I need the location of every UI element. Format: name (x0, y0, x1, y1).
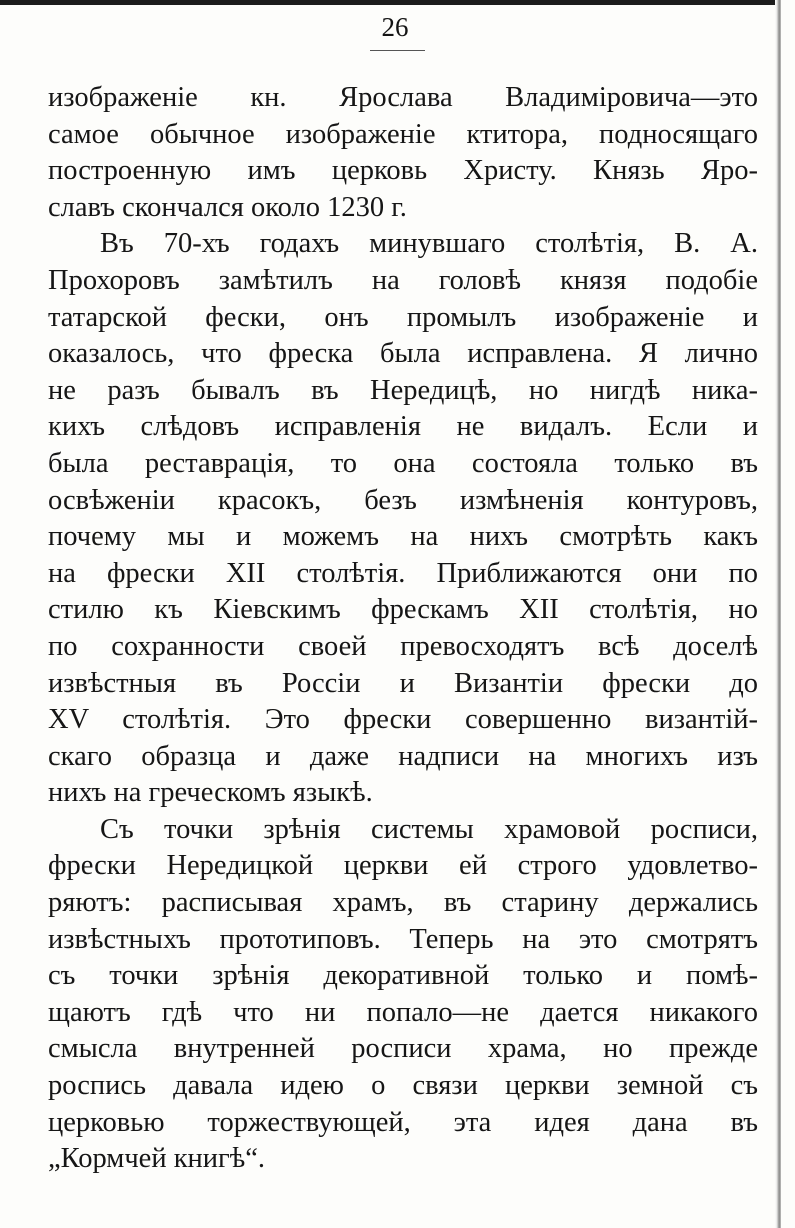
text-line: построенную имъ церковь Христу. Князь Яро- (48, 155, 758, 187)
text-line: ряютъ: расписывая храмъ, въ старину держались (48, 887, 758, 919)
page-top-edge (0, 0, 775, 5)
text-line: смысла внутренней росписи храма, но прежде (48, 1033, 758, 1065)
text-line: не разъ бывалъ въ Нередицѣ, но нигдѣ ника- (48, 374, 758, 406)
text-line: фрески Нередицкой церкви ей строго удовлетво- (48, 850, 758, 882)
text-line: XV столѣтія. Это фрески совершенно византій- (48, 704, 758, 736)
text-line: нихъ на греческомъ языкѣ. (48, 777, 373, 809)
text-line: скаго образца и даже надписи на многихъ изъ (48, 740, 758, 772)
text-line: татарской фески, онъ промылъ изображеніе и (48, 301, 758, 333)
text-line: извѣстныхъ прототиповъ. Теперь на это смотрятъ (48, 923, 758, 955)
text-line: Прохоровъ замѣтилъ на головѣ князя подобіе (48, 264, 758, 296)
text-line: церковью торжествующей, эта идея дана въ (48, 1106, 758, 1138)
page-number: 26 (381, 12, 409, 42)
text-line: изображеніе кн. Ярослава Владиміровича—это (48, 82, 758, 113)
text-line: роспись давала идею о связи церкви земной съ (48, 1070, 758, 1102)
text-line: „Кормчей книгѣ“. (48, 1143, 265, 1175)
paragraph-first-line: Съ точки зрѣнія системы храмовой росписи, (100, 813, 758, 845)
text-line: самое обычное изображеніе ктитора, подносящаго (48, 118, 758, 150)
page-right-edge-shadow (775, 0, 781, 1228)
text-line: была реставрація, то она состояла только въ (48, 447, 758, 479)
text-line: извѣстныя въ Россіи и Византіи фрески до (48, 667, 758, 699)
text-line: на фрески XII столѣтія. Приближаются они по (48, 557, 758, 589)
text-line: славъ скончался около 1230 г. (48, 191, 407, 223)
text-line: кихъ слѣдовъ исправленія не видалъ. Если и (48, 411, 758, 443)
body-text (48, 80, 758, 1178)
paragraph-first-line: Въ 70-хъ годахъ минувшаго столѣтія, В. А. (100, 228, 758, 260)
text-line: почему мы и можемъ на нихъ смотрѣть какъ (48, 521, 758, 553)
text-line: оказалось, что фреска была исправлена. Я лично (48, 338, 758, 370)
text-line: освѣженіи красокъ, безъ измѣненія контуровъ, (48, 484, 758, 516)
text-line: съ точки зрѣнія декоративной только и помѣ- (48, 960, 758, 992)
text-line: по сохранности своей превосходятъ всѣ доселѣ (48, 630, 758, 662)
text-line: щаютъ гдѣ что ни попало—не дается никакого (48, 996, 758, 1028)
page-number-rule (370, 50, 425, 51)
text-line: стилю къ Кіевскимъ фрескамъ XII столѣтія, но (48, 594, 758, 626)
